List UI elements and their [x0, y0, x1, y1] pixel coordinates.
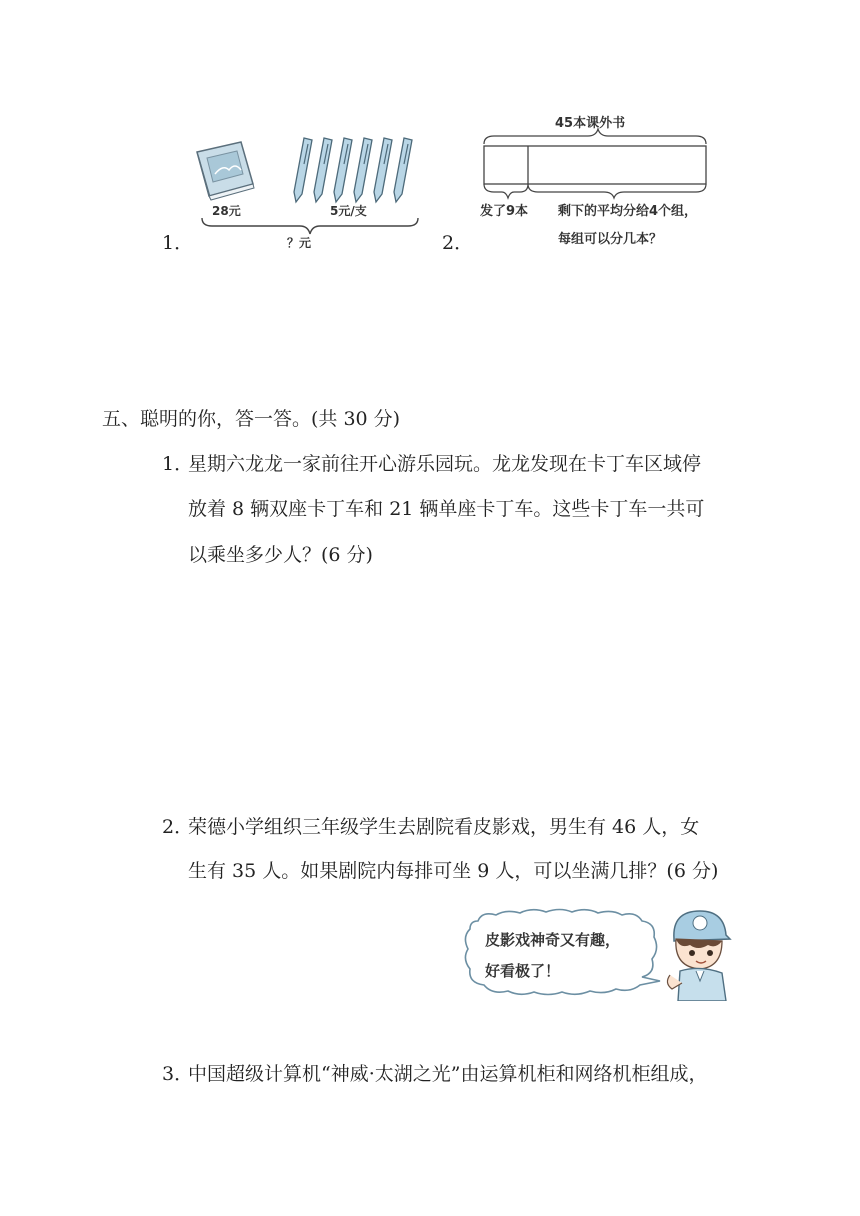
question-1: [162, 455, 742, 575]
question-number: 2．: [162, 816, 194, 838]
question-number: 3．: [162, 1063, 194, 1085]
item-number: 1．: [162, 232, 194, 254]
question-line: 中国超级计算机“神威·太湖之光”由运算机柜和网络机柜组成，: [188, 1063, 708, 1085]
problem-item-2: [440, 110, 720, 260]
question-line-1: 剩下的平均分给4个组，: [558, 204, 698, 219]
question-line: 以乘坐多少人？(6 分): [188, 544, 373, 566]
speech-illustration: [460, 905, 735, 1010]
total-brace: [200, 216, 420, 236]
book-price-label: 28元: [212, 204, 241, 218]
question-line: 放着 8 辆双座卡丁车和 21 辆单座卡丁车。这些卡丁车一共可: [188, 498, 705, 520]
bubble-line-1: 皮影戏神奇又有趣，: [485, 931, 621, 949]
section-heading: 五、聪明的你，答一答。(共 30 分): [102, 408, 401, 430]
pens-icon: [288, 134, 414, 206]
segment-diagram: [480, 128, 750, 203]
question-2: [162, 818, 742, 888]
given-books-label: 发了9本: [480, 204, 529, 219]
total-price-label: ？元: [287, 236, 312, 250]
question-line-2: 每组可以分几本？: [558, 232, 663, 247]
total-books-label: 45本课外书: [555, 116, 626, 131]
item-number: 2．: [442, 232, 474, 254]
bubble-line-2: 好看极了！: [485, 962, 561, 980]
speech-bubble: [460, 907, 670, 999]
problem-item-1: [150, 130, 430, 260]
child-avatar-icon: [660, 905, 732, 1001]
pen-price-label: 5元/支: [330, 204, 367, 218]
question-line: 荣德小学组织三年级学生去剧院看皮影戏，男生有 46 人，女: [188, 816, 700, 838]
book-icon: [193, 140, 257, 202]
question-line: 星期六龙龙一家前往开心游乐园玩。龙龙发现在卡丁车区域停: [188, 453, 702, 475]
question-number: 1．: [162, 453, 194, 475]
question-3: [162, 1065, 742, 1095]
question-line: 生有 35 人。如果剧院内每排可坐 9 人，可以坐满几排？(6 分): [188, 860, 719, 882]
